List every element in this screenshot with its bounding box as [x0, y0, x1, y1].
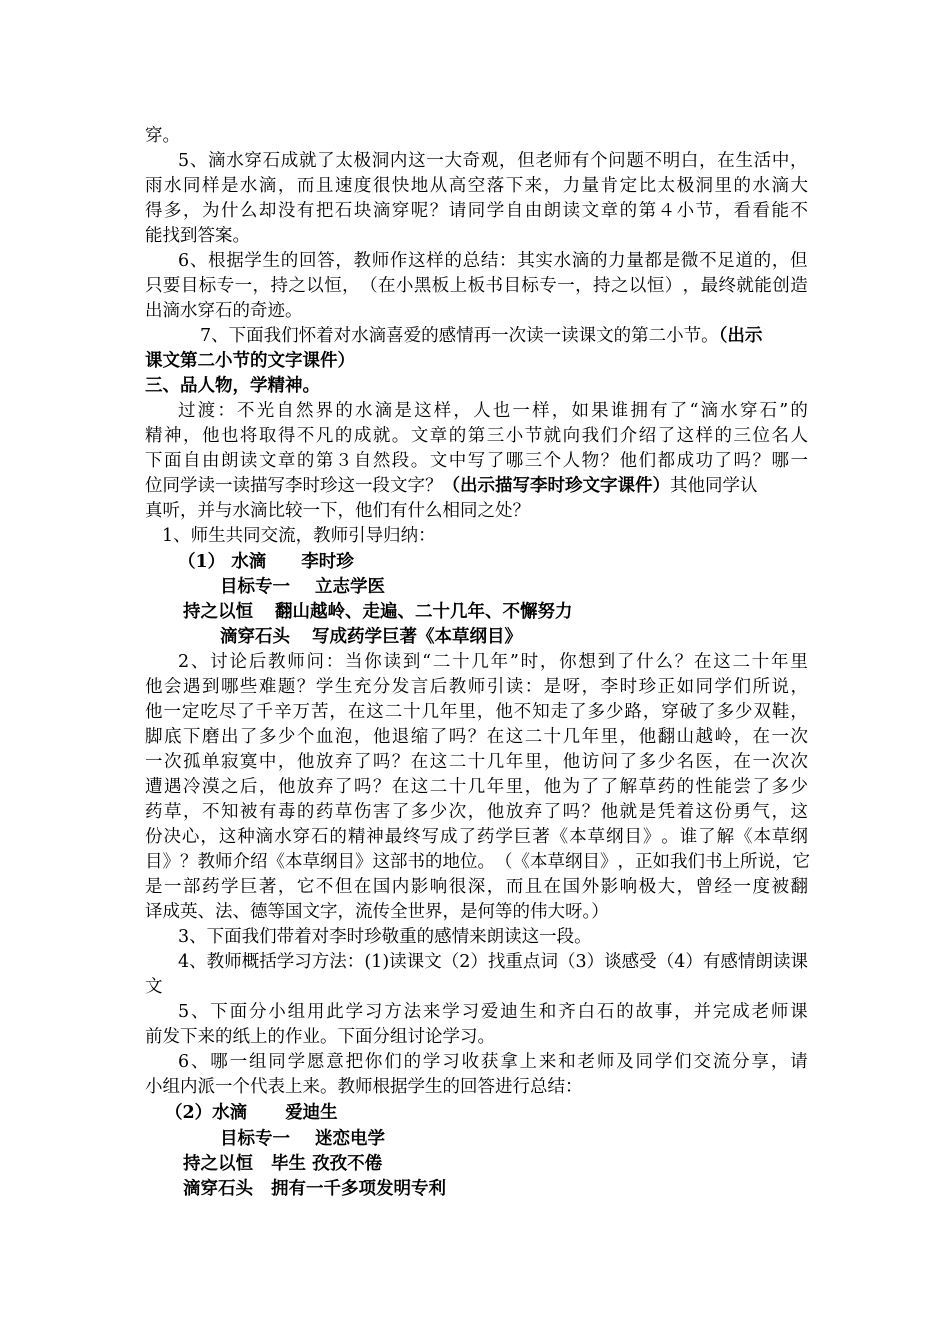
- transition-line-4-text: 位同学读一读描写李时珍这一段文字？: [145, 476, 443, 496]
- step-7-bold: （出示: [718, 326, 763, 346]
- step-5-line-1: 5 、 下 面 分 小 组 用 此 学 习 方 法 来 学 习 爱 迪 生 和 齐 白 石 的 故 事 ， 并 完 成 老 师 课: [178, 1002, 808, 1022]
- paragraph-line: 5 、 滴 水 穿 石 成 就 了 太 极 洞 内 这 一 大 奇 观 ， 但 老 师 有 个 问 题 不 明 白 ， 在 生 活 中 ，: [178, 151, 808, 171]
- step-5-line-2: 前发下来的纸上的作业。下面分组讨论学习。: [145, 1027, 495, 1047]
- para-2-line-2: 他 会 遇 到 哪 些 难 题 ？ 学 生 充 分 发 言 后 教 师 引 读 ： 是 呀 ， 李 时 珍 正 如 同 学 们 所 说 ，: [145, 677, 808, 697]
- summary-2-row-3-b: 毕生 孜孜不倦: [271, 1154, 383, 1174]
- para-2-line-6: 遭 遇 冷 漠 之 后 ， 他 放 弃 了 吗 ？ 在 这 二 十 几 年 里 ， 他 为 了 了 解 草 药 的 性 能 尝 了 多 少: [145, 777, 808, 797]
- transition-line-4-tail: 其他同学认: [670, 476, 758, 496]
- step-1: 1、师生共同交流，教师引导归纳：: [162, 526, 436, 546]
- paragraph-line: 出滴水穿石的奇迹。: [145, 301, 303, 321]
- paragraph-line: 能找到答案。: [145, 226, 250, 246]
- summary-1-row-1-b: 李时珍: [301, 552, 354, 572]
- para-2-line-8: 份 决 心 ， 这 种 滴 水 穿 石 的 精 神 最 终 写 成 了 药 学 巨 著 《 本 草 纲 目 》 。 谁 了 解 《 本 草 纲: [145, 827, 808, 847]
- summary-1-row-4-b: 写成药学巨著《本草纲目》: [312, 627, 522, 647]
- summary-2-row-4-a: 滴穿石头: [183, 1179, 253, 1199]
- summary-1-row-1-a: （1） 水滴: [178, 552, 267, 572]
- summary-1-row-2-a: 目标专一: [220, 577, 290, 597]
- summary-1-row-4: [220, 624, 522, 650]
- summary-1-row-3: [183, 599, 573, 625]
- paragraph-line: 穿。: [145, 126, 180, 146]
- para-2-line-4: 脚 底 下 磨 出 了 多 少 个 血 泡 ， 他 退 缩 了 吗 ？ 在 这 二 十 几 年 里 ， 他 翻 山 越 岭 ， 在 一 次: [145, 727, 808, 747]
- summary-1-row-2: [220, 574, 385, 600]
- paragraph-line: 得 多 ， 为 什 么 却 没 有 把 石 块 滴 穿 呢 ？ 请 同 学 自 由 朗 读 文 章 的 第 ４ 小 节 ， 看 看 能 不: [145, 201, 808, 221]
- step-7-text: 7、下面我们怀着对水滴喜爱的感情再一次读一读课文的第二小节。: [200, 326, 719, 346]
- transition-line-1: 过 渡 ： 不 光 自 然 界 的 水 滴 是 这 样 ， 人 也 一 样 ， 如 果 谁 拥 有 了 “ 滴 水 穿 石 ” 的: [178, 401, 808, 421]
- summary-2-row-4-b: 拥有一千多项发明专利: [271, 1179, 446, 1199]
- summary-2-row-1-b: 爱迪生: [285, 1103, 338, 1123]
- summary-1-row-4-a: 滴穿石头: [220, 627, 290, 647]
- transition-line-3: 下 面 自 由 朗 读 文 章 的 第 ３ 自 然 段 。 文 中 写 了 哪 三 个 人 物 ？ 他 们 都 成 功 了 吗 ？ 哪 一: [145, 451, 808, 471]
- step-7-line: [200, 323, 762, 349]
- summary-2-row-1-a: （2）水滴: [165, 1103, 248, 1123]
- summary-1-row-1: [178, 549, 354, 575]
- para-2-line-7: 药 草 ， 不 知 被 有 毒 的 药 草 伤 害 了 多 少 次 ， 他 放 弃 了 吗 ？ 他 就 是 凭 着 这 份 勇 气 ， 这: [145, 802, 808, 822]
- para-2-line-3: 他 一 定 吃 尽 了 千 辛 万 苦 ， 在 这 二 十 几 年 里 ， 他 不 知 走 了 多 少 路 ， 穿 破 了 多 少 双 鞋 ，: [145, 702, 808, 722]
- summary-2-row-3-a: 持之以恒: [183, 1154, 253, 1174]
- transition-line-5: 真听，并与水滴比较一下，他们有什么相同之处？: [145, 501, 530, 521]
- paragraph-line: 雨 水 同 样 是 水 滴 ， 而 且 速 度 很 快 地 从 高 空 落 下 来 ， 力 量 肯 定 比 太 极 洞 里 的 水 滴 大: [145, 176, 808, 196]
- step-6-line-1: 6 、 哪 一 组 同 学 愿 意 把 你 们 的 学 习 收 获 拿 上 来 和 老 师 及 同 学 们 交 流 分 享 ， 请: [178, 1052, 808, 1072]
- summary-2-row-2-a: 目标专一: [220, 1129, 290, 1149]
- summary-2-row-3: [183, 1151, 382, 1177]
- step-7-continuation: 课文第二小节的文字课件）: [145, 351, 355, 371]
- step-6-line-2: 小组内派一个代表上来。教师根据学生的回答进行总结：: [145, 1077, 583, 1097]
- summary-2-row-1: [165, 1100, 338, 1126]
- step-4-line-2: 文: [145, 977, 163, 997]
- transition-line-4-bold: （出示描写李时珍文字课件）: [442, 476, 670, 496]
- para-2-line-1: 2 、 讨 论 后 教 师 问 ： 当 你 读 到 “ 二 十 几 年 ” 时 ， 你 想 到 了 什 么 ？ 在 这 二 十 年 里: [178, 652, 808, 672]
- transition-line-2: 精 神 ， 他 也 将 取 得 不 凡 的 成 就 。 文 章 的 第 三 小 节 就 向 我 们 介 绍 了 这 样 的 三 位 名 人: [145, 426, 808, 446]
- summary-2-row-2-b: 迷恋电学: [315, 1129, 385, 1149]
- summary-1-row-3-a: 持之以恒: [183, 602, 253, 622]
- para-2-line-5: 一 次 孤 单 寂 寞 中 ， 他 放 弃 了 吗 ？ 在 这 二 十 几 年 里 ， 他 访 问 了 多 少 名 医 ， 在 一 次 次: [145, 752, 808, 772]
- summary-2-row-4: [183, 1176, 446, 1202]
- summary-1-row-2-b: 立志学医: [315, 577, 385, 597]
- paragraph-line: 6 、 根 据 学 生 的 回 答 ， 教 师 作 这 样 的 总 结 ： 其 实 水 滴 的 力 量 都 是 微 不 足 道 的 ， 但: [178, 251, 808, 271]
- para-2-line-9: 目 》 ？ 教 师 介 绍 《 本 草 纲 目 》 这 部 书 的 地 位 。 （ 《 本 草 纲 目 》 ， 正 如 我 们 书 上 所 说 ， 它: [145, 852, 810, 872]
- summary-2-row-2: [220, 1126, 385, 1152]
- step-4-line-1: 4 、 教 师 概 括 学 习 方 法 ： ( 1 ) 读 课 文 （ 2 ） 找 重 点 词 （ 3 ） 谈 感 受 （ 4 ） 有 感 情 朗 读 课: [178, 952, 808, 972]
- section-heading-3: 三、品人物，学精神。: [145, 376, 320, 396]
- summary-1-row-3-b: 翻山越岭、走遍、二十几年、不懈努力: [275, 602, 573, 622]
- para-2-line-10: 是 一 部 药 学 巨 著 ， 它 不 但 在 国 内 影 响 很 深 ， 而 且 在 国 外 影 响 极 大 ， 曾 经 一 度 被 翻: [145, 877, 808, 897]
- transition-line-4: [145, 473, 758, 499]
- paragraph-line: 只 要 目 标 专 一 ， 持 之 以 恒 ， （ 在 小 黑 板 上 板 书 目 标 专 一 ， 持 之 以 恒 ） ， 最 终 就 能 创 造: [145, 276, 808, 296]
- para-2-line-11: 译成英、法、德等国文字，流传全世界，是何等的伟大呀。）: [145, 902, 609, 922]
- step-3: 3、下面我们带着对李时珍敬重的感情来朗读这一段。: [178, 927, 592, 947]
